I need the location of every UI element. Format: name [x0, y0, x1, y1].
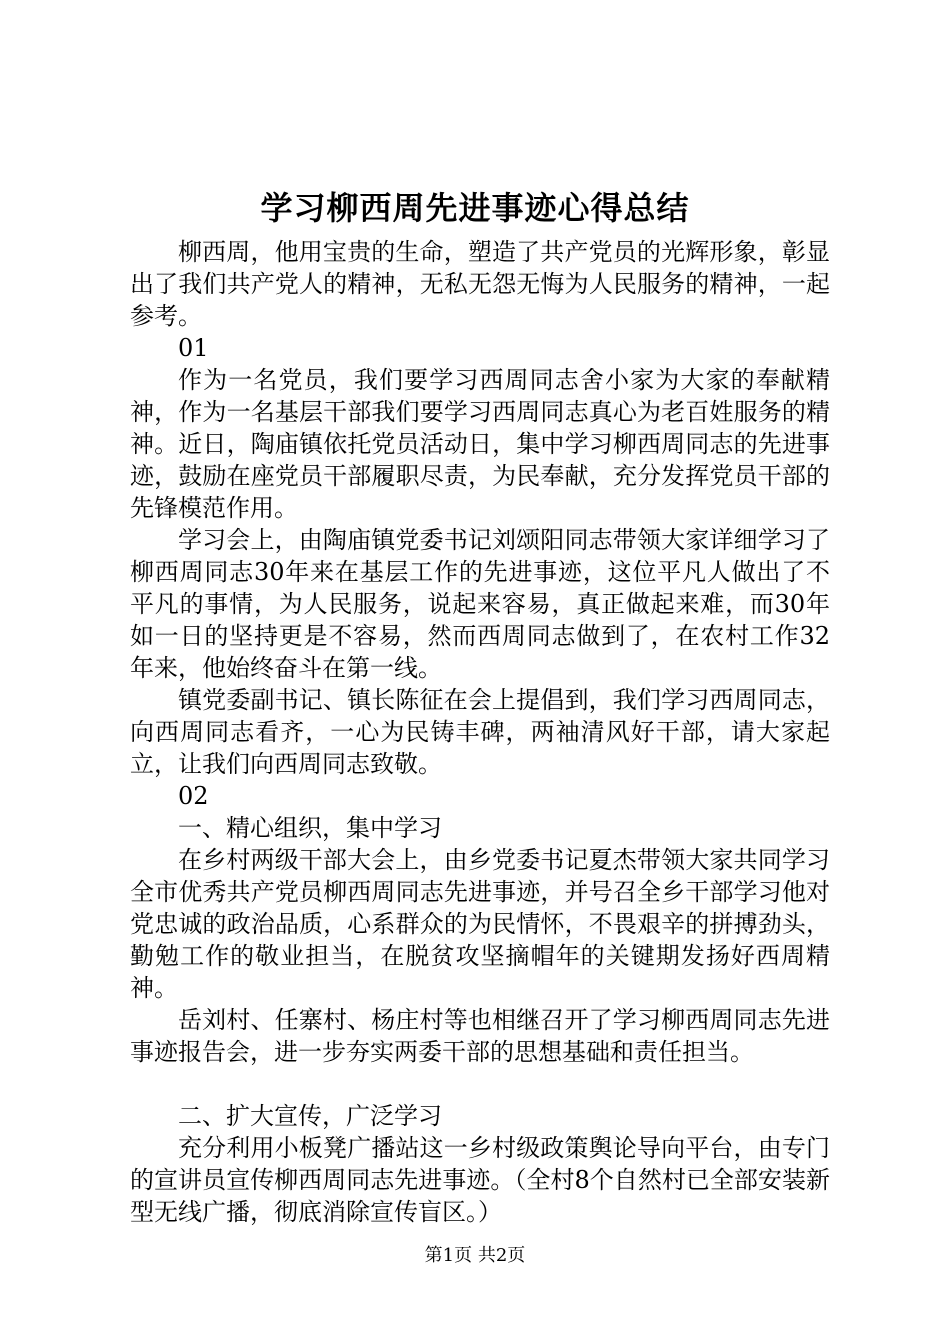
- paragraph: 镇党委副书记、镇长陈征在会上提倡到，我们学习西周同志，向西周同志看齐，一心为民铸丰碑，两袖清风好干部，请大家起立，让我们向西周同志致敬。: [130, 686, 830, 778]
- paragraph: 学习会上，由陶庙镇党委书记刘颂阳同志带领大家详细学习了柳西周同志30年来在基层工作的先进事迹，这位平凡人做出了不平凡的事情，为人民服务，说起来容易，真正做起来难，而30年如一日的坚持更是不容易，然而西周同志做到了，在农村工作32年来，他始终奋斗在第一线。: [130, 526, 830, 682]
- section-number-02: 02: [178, 782, 209, 810]
- page-footer: 第1页 共2页: [424, 1245, 526, 1266]
- paragraph-intro: 柳西周，他用宝贵的生命，塑造了共产党员的光辉形象，彰显出了我们共产党人的精神，无私无怨无悔为人民服务的精神，一起参考。: [130, 238, 830, 330]
- section-heading: 二、扩大宣传，广泛学习: [178, 1102, 442, 1130]
- paragraph: 在乡村两级干部大会上，由乡党委书记夏杰带领大家共同学习全市优秀共产党员柳西周同志先进事迹，并号召全乡干部学习他对党忠诚的政治品质，心系群众的为民情怀，不畏艰辛的拼搏劲头，勤勉工作的敬业担当，在脱贫攻坚摘帽年的关键期发扬好西周精神。: [130, 846, 830, 1002]
- paragraph: 岳刘村、任寨村、杨庄村等也相继召开了学习柳西周同志先进事迹报告会，进一步夯实两委干部的思想基础和责任担当。: [130, 1006, 830, 1066]
- section-number-01: 01: [178, 334, 209, 362]
- section-heading: 一、精心组织，集中学习: [178, 814, 442, 842]
- paragraph: 作为一名党员，我们要学习西周同志舍小家为大家的奉献精神，作为一名基层干部我们要学习西周同志真心为老百姓服务的精神。近日，陶庙镇依托党员活动日，集中学习柳西周同志的先进事迹，鼓励在座党员干部履职尽责，为民奉献，充分发挥党员干部的先锋模范作用。: [130, 366, 830, 522]
- paragraph: 充分利用小板凳广播站这一乡村级政策舆论导向平台，由专门的宣讲员宣传柳西周同志先进事迹。（全村8个自然村已全部安装新型无线广播，彻底消除宣传盲区。）: [130, 1134, 830, 1226]
- document-body: [130, 236, 830, 1228]
- document-title: 学习柳西周先进事迹心得总结: [260, 189, 690, 227]
